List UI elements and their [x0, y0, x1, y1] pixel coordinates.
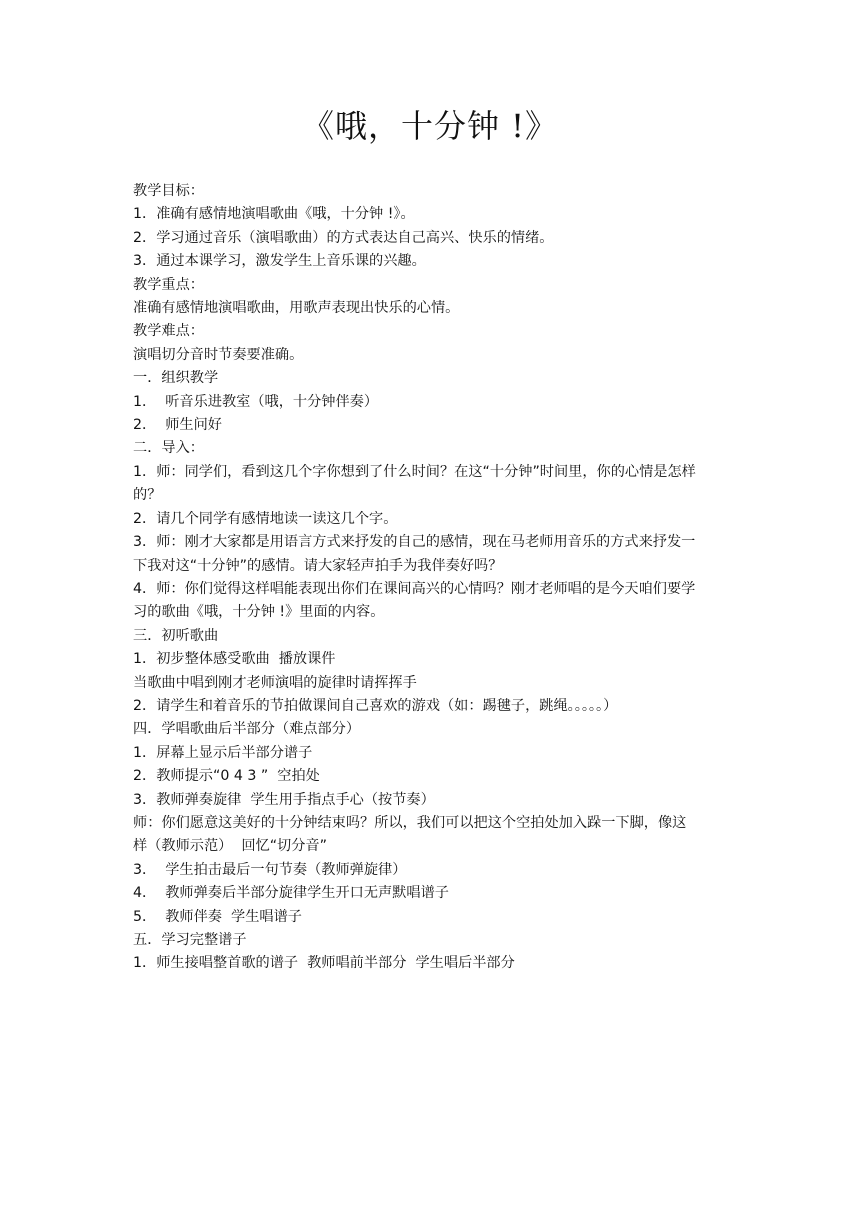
body-line: 1．屏幕上显示后半部分谱子	[133, 744, 313, 761]
body-line: 4．师：你们觉得这样唱能表现出你们在课间高兴的心情吗？刚才老师唱的是今天咱们要学	[133, 580, 696, 597]
body-line: 教学目标：	[133, 183, 204, 199]
body-line: 4． 教师弹奏后半部分旋律学生开口无声默唱谱子	[133, 885, 449, 902]
body-line: 1． 听音乐进教室（哦，十分钟伴奏）	[133, 393, 379, 410]
body-line: 3． 学生拍击最后一句节奏（教师弹旋律）	[133, 861, 407, 878]
body-line: 2． 师生问好	[133, 417, 222, 434]
body-line: 2．教师提示“0 4 3 ” 空拍处	[133, 768, 320, 785]
body-line: 1．师：同学们，看到这几个字你想到了什么时间？在这“十分钟”时间里，你的心情是怎样	[133, 463, 696, 480]
body-line: 2．请学生和着音乐的节拍做课间自己喜欢的游戏（如：踢毽子，跳绳。。。。。）	[133, 697, 618, 714]
body-line: 样（教师示范） 回忆“切分音”	[133, 838, 327, 855]
body-line: 3．通过本课学习，激发学生上音乐课的兴趣。	[133, 253, 426, 270]
document-body	[133, 180, 733, 976]
document-title: 《哦，十分钟 !》	[301, 107, 559, 145]
body-line: 当歌曲中唱到刚才老师演唱的旋律时请挥挥手	[133, 674, 417, 691]
body-line: 师：你们愿意这美好的十分钟结束吗？所以，我们可以把这个空拍处加入跺一下脚，像这	[133, 814, 687, 831]
body-line: 1．准确有感情地演唱歌曲《哦，十分钟 !》。	[133, 206, 415, 223]
body-line: 习的歌曲《哦，十分钟 !》里面的内容。	[133, 604, 385, 621]
body-line: 2．请几个同学有感情地读一读这几个字。	[133, 510, 398, 527]
body-line: 教学重点：	[133, 276, 204, 293]
body-line: 3．教师弹奏旋律 学生用手指点手心（按节奏）	[133, 791, 435, 808]
body-line: 3．师：刚才大家都是用语言方式来抒发的自己的感情，现在马老师用音乐的方式来抒发一	[133, 534, 696, 551]
body-line: 一．组织教学	[133, 370, 219, 387]
body-line: 教学难点：	[133, 323, 204, 340]
body-line: 二．导入：	[133, 440, 204, 457]
body-line: 1．师生接唱整首歌的谱子 教师唱前半部分 学生唱后半部分	[133, 955, 515, 972]
body-line: 5． 教师伴奏 学生唱谱子	[133, 908, 302, 925]
body-line: 演唱切分音时节奏要准确。	[133, 346, 304, 363]
body-line: 准确有感情地演唱歌曲，用歌声表现出快乐的心情。	[133, 300, 460, 317]
body-line: 三．初听歌曲	[133, 627, 219, 644]
body-line: 1．初步整体感受歌曲 播放课件	[133, 651, 336, 668]
body-line: 下我对这“十分钟”的感情。请大家轻声拍手为我伴奏好吗？	[133, 557, 503, 574]
body-line: 五．学习完整谱子	[133, 932, 247, 948]
body-line: 的？	[133, 487, 162, 504]
body-line: 四．学唱歌曲后半部分（难点部分）	[133, 721, 361, 738]
body-line: 2．学习通过音乐（演唱歌曲）的方式表达自己高兴、快乐的情绪。	[133, 229, 554, 246]
